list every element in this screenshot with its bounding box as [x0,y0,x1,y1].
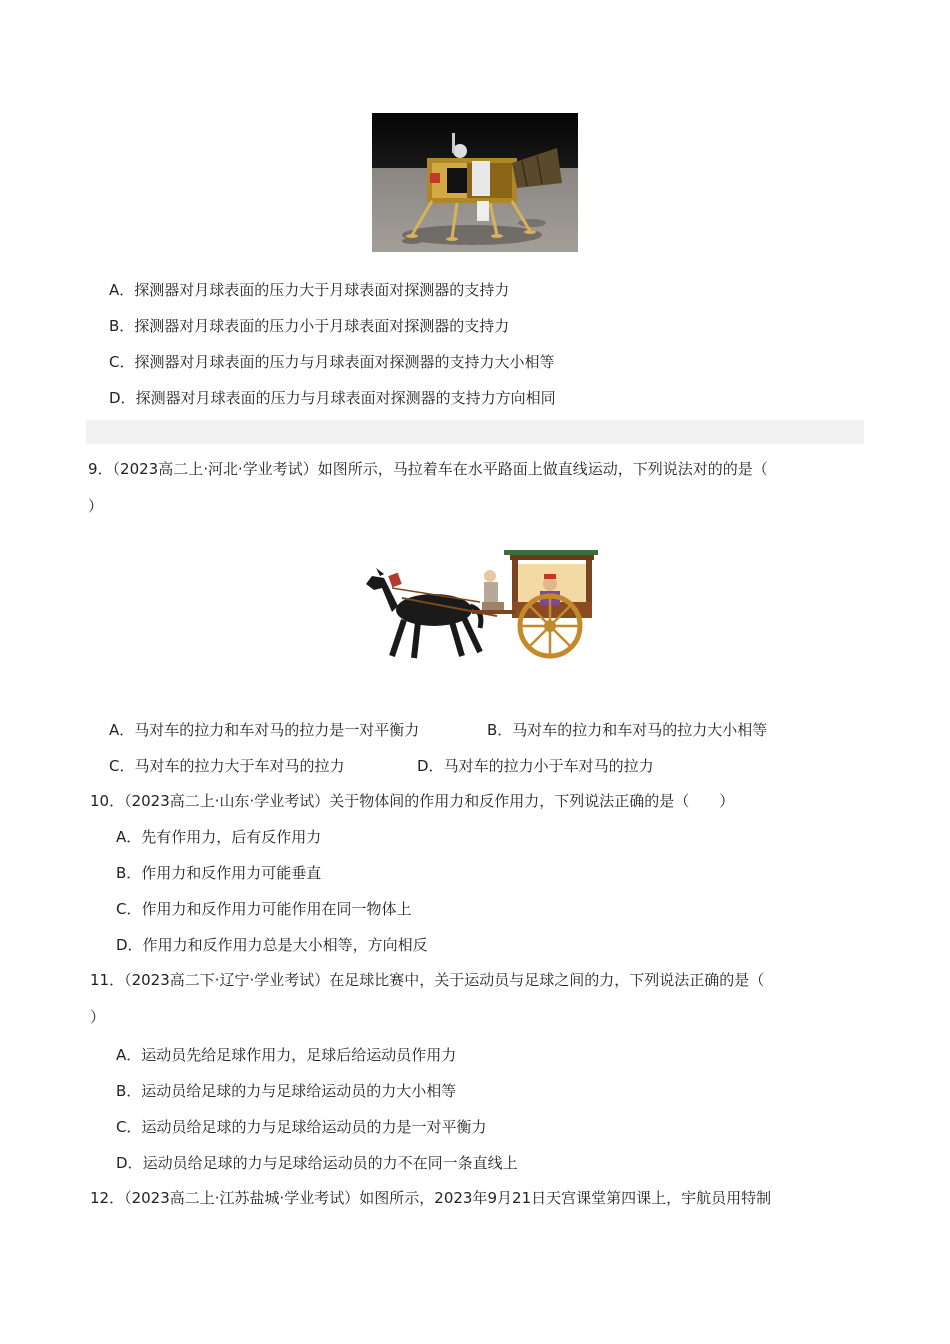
q11-option-a: A．运动员先给足球作用力，足球后给运动员作用力 [116,1046,457,1064]
q9-option-d: D．马对车的拉力小于车对马的拉力 [417,757,654,775]
horse-carriage-image [362,548,598,664]
q10-stem: 10．（2023高二上·山东·学业考试）关于物体间的作用力和反作用力，下列说法正确的是（ ） [90,792,735,810]
q9-option-b: B．马对车的拉力和车对马的拉力大小相等 [487,721,768,739]
q9-option-c: C．马对车的拉力大于车对马的拉力 [109,757,345,775]
q9-stem-line2: ） [88,497,104,515]
q10-option-b: B．作用力和反作用力可能垂直 [116,864,322,882]
section-divider-band [86,420,864,444]
q10-option-c: C．作用力和反作用力可能作用在同一物体上 [116,900,412,918]
q8-option-c: C．探测器对月球表面的压力与月球表面对探测器的支持力大小相等 [109,353,555,371]
q8-option-a: A．探测器对月球表面的压力大于月球表面对探测器的支持力 [109,281,510,299]
q11-option-d: D．运动员给足球的力与足球给运动员的力不在同一条直线上 [116,1154,518,1172]
q11-stem-line1: 11．（2023高二下·辽宁·学业考试）在足球比赛中，关于运动员与足球之间的力，下列说法正确的是（ [90,971,765,989]
q10-option-d: D．作用力和反作用力总是大小相等，方向相反 [116,936,428,954]
q11-option-c: C．运动员给足球的力与足球给运动员的力是一对平衡力 [116,1118,487,1136]
q10-option-a: A．先有作用力，后有反作用力 [116,828,322,846]
q9-stem-line1: 9．（2023高二上·河北·学业考试）如图所示，马拉着车在水平路面上做直线运动，下列说法对的的是（ [88,460,768,478]
q11-stem-line2: ） [90,1008,106,1026]
q8-option-d: D．探测器对月球表面的压力与月球表面对探测器的支持力方向相同 [109,389,556,407]
q12-stem-line1: 12．（2023高二上·江苏盐城·学业考试）如图所示，2023年9月21日天宫课堂第四课上，宇航员用特制 [90,1189,772,1207]
lunar-lander-image [372,113,578,252]
q9-option-a: A．马对车的拉力和车对马的拉力是一对平衡力 [109,721,420,739]
q11-option-b: B．运动员给足球的力与足球给运动员的力大小相等 [116,1082,457,1100]
q8-option-b: B．探测器对月球表面的压力小于月球表面对探测器的支持力 [109,317,510,335]
